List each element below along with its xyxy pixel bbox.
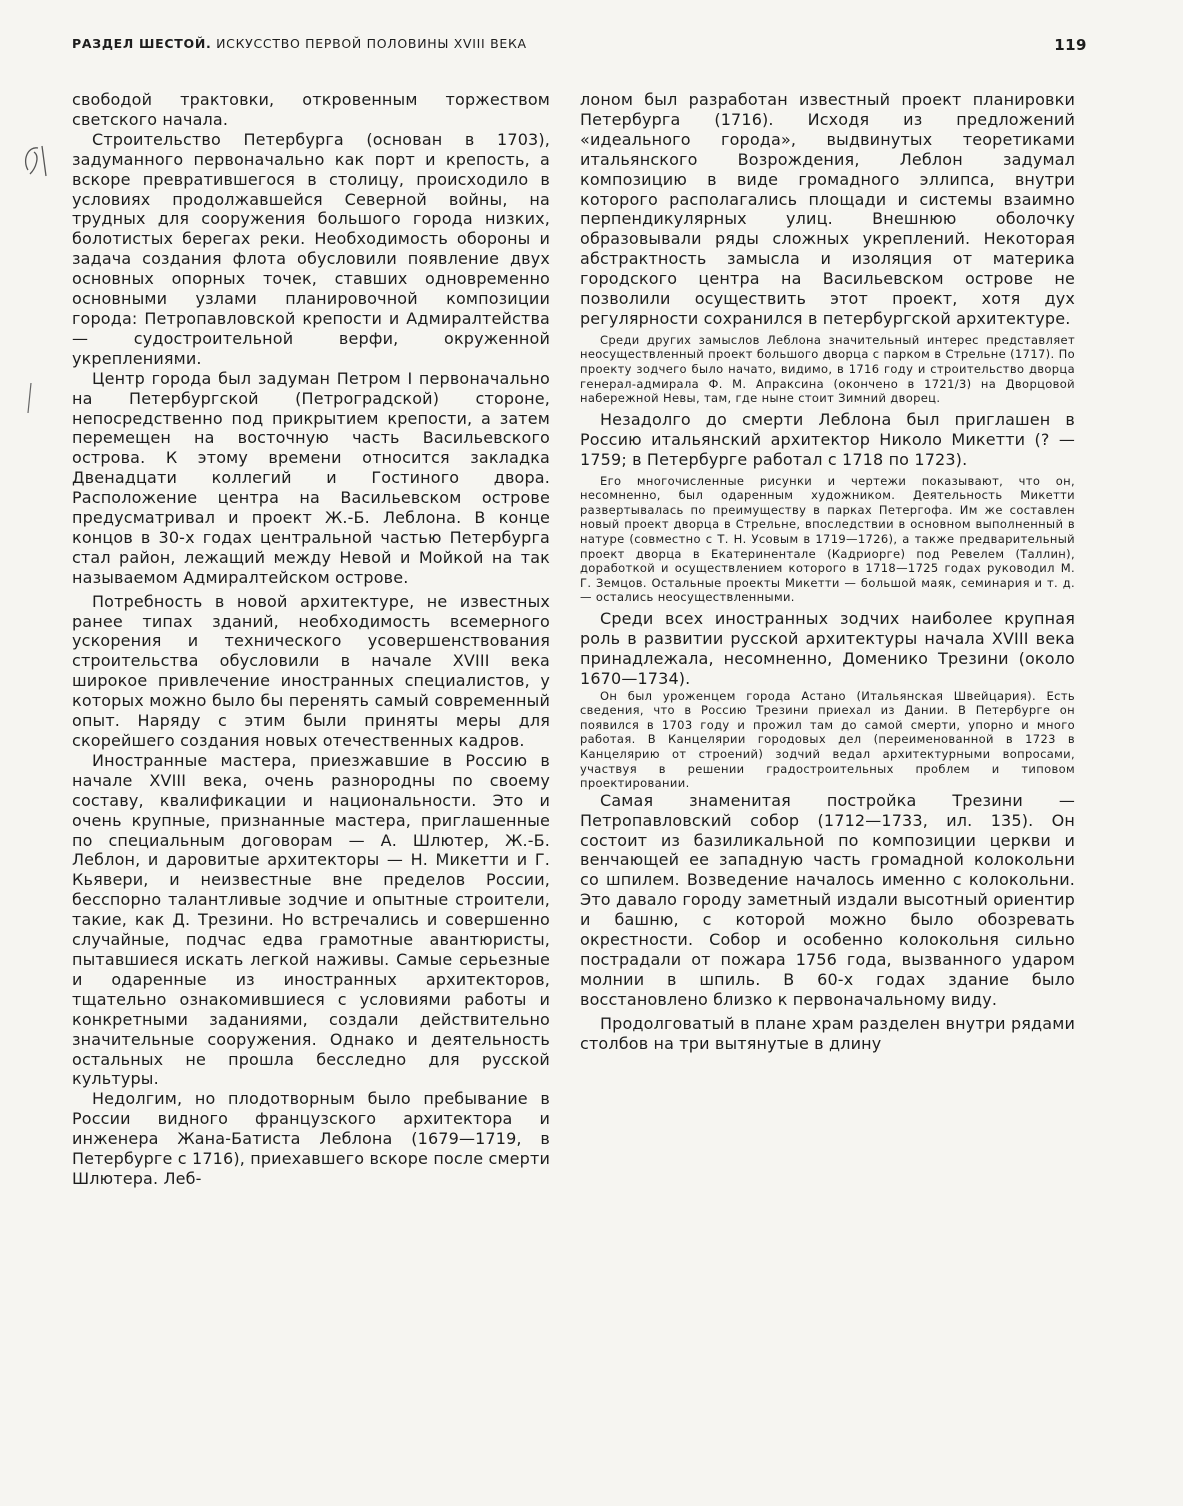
paragraph: свободой трактовки, откровенным торжеством светского начала.	[72, 90, 550, 129]
paragraph: Самая знаменитая постройка Трезини — Петропавловский собор (1712—1733, ил. 135). Он состоит из базиликальной по композиции церкви и венчающей ее западную часть громадной колокольни со шпилем. Возведение началось именно с колокольни. Это давало городу заметный издали высотный ориентир и башню, с которой можно было обозревать окрестности. Собор и особенно колокольня сильно пострадали от пожара 1756 года, вызванного ударом молнии в шпиль. В 60-х годах здание было восстановлено близко к первоначальному виду.	[580, 790, 1075, 1009]
paragraph: Потребность в новой архитектуре, не известных ранее типах зданий, необходимость всемерного ускорения и технического усовершенствования строительства обусловили в начале XVIII века широкое привлечение иностранных специалистов, у которых можно было бы перенять самый современный опыт. Наряду с этим были приняты меры для скорейшего создания новых отечественных кадров.	[72, 591, 550, 750]
page-number: 119	[1054, 36, 1087, 54]
paragraph: Незадолго до смерти Леблона был приглашен в Россию итальянский архитектор Николо Микетти (? — 1759; в Петербурге работал с 1718 по 1723).	[580, 409, 1075, 469]
paragraph: лоном был разработан известный проект планировки Петербурга (1716). Исходя из предложений «идеального города», выдвинутых теоретиками итальянского Возрождения, Леблон задумал композицию в виде громадного эллипса, внутри которого располагались площади и системы взаимно перпендикулярных улиц. Внешнюю оболочку образовывали ряды сложных укреплений. Некоторая абстрактность замысла и изоляция от материка городского центра на Васильевском острове не позволили осуществить этот проект, хотя дух регулярности сохранился в петербургской архитектуре.	[580, 90, 1075, 328]
footnote-paragraph: Его многочисленные рисунки и чертежи показывают, что он, несомненно, был одаренным художником. Деятельность Микетти развертывалась по преимуществу в парках Петергофа. Им же составлен новый проект дворца в Стрельне, впоследствии в основном выполненный в натуре (совместно с Т. Н. Усовым в 1719—1726), а также предварительный проект дворца в Екатеринентале (Кадриорге) под Ревелем (Таллин), доработкой и осуществлением которого в 1718—1725 годах руководил М. Г. Земцов. Остальные проекты Микетти — большой маяк, семинария и т. д. — остались неосуществленными.	[580, 473, 1075, 605]
left-column	[72, 90, 550, 1410]
paragraph: Строительство Петербурга (основан в 1703), задуманного первоначально как порт и крепость, а вскоре превратившегося в столицу, происходило в условиях продолжавшейся Северной войны, на трудных для сооружения большого города низких, болотистых берегах реки. Необходимость обороны и задача создания флота обусловили появление двух основных опорных точек, ставших одновременно основными узлами планировочной композиции города: Петропавловской крепости и Адмиралтейства — судостроительной верфи, окруженной укреплениями.	[72, 129, 550, 368]
running-head	[72, 36, 1087, 58]
section-label: РАЗДЕЛ ШЕСТОЙ.	[72, 36, 212, 51]
margin-mark-icon	[26, 383, 34, 413]
right-column	[580, 90, 1075, 1410]
section-title: ИСКУССТВО ПЕРВОЙ ПОЛОВИНЫ XVIII ВЕКА	[211, 36, 527, 51]
paragraph: Среди всех иностранных зодчих наиболее крупная роль в развитии русской архитектуры начала XVIII века принадлежала, несомненно, Доменико Трезини (около 1670—1734).	[580, 608, 1075, 688]
footnote-paragraph: Среди других замыслов Леблона значительный интерес представляет неосуществленный проект большого дворца с парком в Стрельне (1717). По проекту зодчего было начато, видимо, в 1716 году и строительство дворца генерал-адмирала Ф. М. Апраксина (окончено в 1721/3) на Дворцовой набережной Невы, там, где ныне стоит Зимний дворец.	[580, 332, 1075, 406]
paragraph: Продолговатый в плане храм разделен внутри рядами столбов на три вытянутые в длину	[580, 1013, 1075, 1053]
paragraph: Иностранные мастера, приезжавшие в Россию в начале XVIII века, очень разнородны по своему составу, квалификации и национальности. Это и очень крупные, признанные мастера, приглашенные по специальным договорам — А. Шлютер, Ж.-Б. Леблон, и даровитые архитекторы — Н. Микетти и Г. Кьявери, и неизвестные вне пределов России, бесспорно талантливые зодчие и опытные строители, такие, как Д. Трезини. Но встречались и совершенно случайные, подчас едва грамотные авантюристы, пытавшиеся искать легкой наживы. Самые серьезные и одаренные из иностранных архитекторов, тщательно ознакомившиеся с условиями работы и конкретными заданиями, создали действительно значительные сооружения. Однако и деятельность остальных не прошла бесследно для русской культуры.	[72, 750, 550, 1089]
paragraph: Недолгим, но плодотворным было пребывание в России видного французского архитектора и инженера Жана-Батиста Леблона (1679—1719, в Петербурге с 1716), приехавшего вскоре после смерти Шлютера. Леб-	[72, 1089, 550, 1188]
paragraph: Центр города был задуман Петром I первоначально на Петербургской (Петроградской) стороне, непосредственно под прикрытием крепости, а затем перемещен на восточную часть Васильевского острова. К этому времени относится закладка Двенадцати коллегий и Гостиного двора. Расположение центра на Васильевском острове предусматривал и проект Ж.-Б. Леблона. В конце концов в 30-х годах центральной частью Петербурга стал район, лежащий между Невой и Мойкой на так называемом Адмиралтейском острове.	[72, 368, 550, 587]
footnote-paragraph: Он был уроженцем города Астано (Итальянская Швейцария). Есть сведения, что в Россию Трезини приехал из Дании. В Петербурге он появился в 1703 году и прожил там до самой смерти, упорно и много работая. В Канцелярии городовых дел (переименованной в 1723 в Канцелярию от строений) зодчий ведал архитектурными вопросами, участвуя в решении градостроительных проблем и типовом проектировании.	[580, 688, 1075, 791]
margin-note-icon	[20, 140, 60, 180]
